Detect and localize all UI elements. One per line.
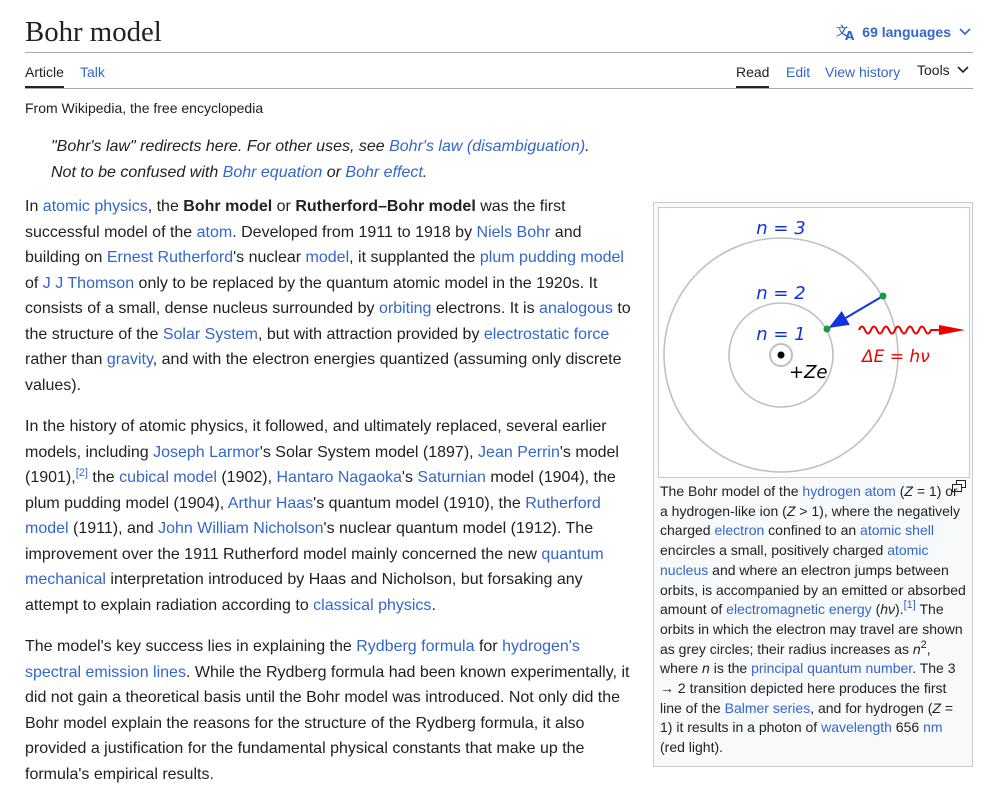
wiki-link[interactable]: Rutherford model [25,494,601,537]
text-run: 's [401,469,418,486]
text-run: and building on [25,223,582,266]
text-run: , but with attraction provided by [258,325,484,343]
text-run: 656 [891,719,924,736]
wiki-link[interactable]: Jean Perrin [478,443,560,461]
hatnote-text: . [585,138,590,155]
photon-arrowhead [939,325,965,335]
text-run: The Bohr model of the [660,483,803,499]
wiki-link[interactable]: Solar System [162,325,258,343]
hatnote-confused [51,162,427,184]
hatnote-text: Not to be confused with [51,164,223,181]
wiki-link[interactable]: analogous [539,300,613,317]
wiki-link[interactable]: J J Thomson [42,274,135,292]
text-run: . The 3 → 2 transition depicted here produces the first line of the [660,660,956,716]
electron-end [824,326,831,333]
paragraph [25,414,635,618]
tools-label: Tools [917,61,950,78]
transition-arrow [832,296,883,326]
article-body [25,194,635,803]
text-run: (red light). [660,739,724,756]
text-run: In the history of atomic physics, it followed, and ultimately replaced, several earlier models, including [25,418,607,461]
language-button[interactable] [836,20,973,44]
electron-start [880,293,887,300]
link-bohrs-law-disambiguation[interactable]: Bohr's law (disambiguation) [389,138,586,155]
text-run: In [25,198,43,215]
text-run: (1911), and [68,520,159,537]
wiki-link[interactable]: classical physics [313,596,432,614]
label-n2: n = 2 [756,283,806,304]
text-run: , it supplanted the [349,249,480,266]
page-title: Bohr model [25,16,162,48]
italic-symbol: Z [786,502,796,519]
paragraph [25,194,635,398]
tab-talk[interactable]: Talk [80,64,105,80]
wiki-link[interactable]: model [305,249,350,266]
italic-symbol: hν [880,601,896,618]
text-run: The orbits in which the electron may travel are shown as grey circles; their radius increases as [660,601,963,657]
wiki-link[interactable]: atomic shell [860,522,934,539]
tab-article[interactable]: Article [25,52,64,88]
hatnote-text: or [322,164,346,181]
text-run: > 1), where the negatively charged [660,502,961,539]
text-run: rather than [25,351,107,368]
tab-edit[interactable]: Edit [786,64,811,80]
tools-menu[interactable] [917,52,970,87]
text-run: or [272,198,296,215]
page-tabs [25,52,973,89]
wiki-link[interactable]: Rydberg formula [356,638,475,655]
wiki-link[interactable]: gravity [106,351,153,368]
title-bar [25,12,973,53]
nucleus-dot [778,352,785,359]
wiki-link[interactable]: plum pudding model [479,249,624,266]
label-nucleus-charge: +Ze [789,362,828,383]
text-run: = 1) or a hydrogen-like ion ( [660,483,958,519]
wiki-link[interactable]: nm [923,719,943,736]
wiki-link[interactable]: cubical model [119,469,217,486]
wiki-link[interactable]: atom [196,223,233,241]
text-run: 's quantum model (1910), the [313,494,526,512]
italic-symbol: Z [932,699,941,716]
svg-text:文: 文 [836,24,849,38]
text-run: 's nuclear quantum model (1912). The improvement over the 1911 Rutherford model mainly concerned the new [25,520,594,563]
wiki-link[interactable]: wavelength [821,719,892,736]
italic-symbol: Z [904,483,913,499]
wiki-link[interactable]: atomic nucleus [660,542,929,578]
svg-text:A: A [845,29,855,41]
figure-box [653,202,973,767]
wiki-link[interactable]: Joseph Larmor [153,443,260,461]
bohr-model-diagram[interactable] [658,207,970,478]
translate-icon [836,23,856,41]
text-run: ( [895,483,905,499]
text-run: 's nuclear [233,249,306,266]
wiki-link[interactable]: quantum mechanical [25,545,604,588]
language-count: 69 languages [862,24,951,40]
text-run: . While the Rydberg formula had been known experimentally, it did not gain a theoretical basis until the Bohr model was introduced. Not only did the Bohr model explain the reasons for the structure of the Rydberg formula, it also provided a justification for the fundamental physical constants that make up the formula's empirical results. [25,663,630,783]
text-run: interpretation introduced by Haas and Nicholson, but forsaking any attempt to explain radiation according to [25,571,583,614]
link-bohr-equation[interactable]: Bohr equation [222,164,323,181]
wiki-link[interactable]: orbiting [378,300,432,317]
text-run: 's model (1901), [25,443,619,486]
text-run: encircles a small, positively charged [660,542,888,559]
text-run: = 1) it results in a photon of [660,699,954,736]
wiki-link[interactable]: Ernest Rutherford [106,249,234,266]
text-run: model (1904), the plum pudding model (1904), [25,469,616,512]
text-run: for [474,638,503,655]
paragraph [25,634,635,787]
hatnote-redirect [51,136,590,158]
label-n3: n = 3 [756,218,806,239]
wiki-link[interactable]: hydrogen's spectral emission lines [25,638,580,681]
text-run: . [431,596,436,614]
wiki-link[interactable]: atomic physics [42,198,148,215]
text-run: to the structure of the [25,300,631,343]
text-run: 's Solar System model (1897), [259,443,479,461]
text-run: and where an electron jumps between orbits, is accompanied by an emitted or absorbed amount of [660,561,966,618]
wiki-link[interactable]: electromagnetic energy [726,601,872,618]
text-run: (1902), [216,469,277,486]
citation-link[interactable]: [1] [903,599,916,612]
text-run: , where [660,640,931,677]
wiki-link[interactable]: Niels Bohr [476,223,551,241]
photon-wave [859,327,939,334]
text-run: . Developed from 1911 to 1918 by [232,223,477,241]
wiki-link[interactable]: Balmer series [724,699,811,716]
hatnote-text: . [422,164,428,181]
chevron-down-icon [956,50,970,90]
bold-term: Rutherford–Bohr model [295,198,476,215]
bold-term: Bohr model [183,198,273,215]
wiki-link[interactable]: Saturnian [417,469,486,486]
wiki-link[interactable]: Arthur Haas [227,494,314,512]
wiki-link[interactable]: Hantaro Nagaoka [276,469,402,486]
text-run: , and for hydrogen ( [810,699,933,716]
text-run: was the first successful model of the [25,198,566,241]
hatnote-text: "Bohr's law" redirects here. For other uses, see [51,138,390,155]
text-run: The model's key success lies in explaining the [25,638,357,655]
tab-view-history[interactable]: View history [825,64,901,80]
figure-caption [660,482,968,758]
italic-symbol: n [702,660,710,677]
italic-symbol: n [912,640,921,657]
chevron-down-icon [957,26,973,38]
tab-read[interactable]: Read [736,52,769,88]
wiki-link[interactable]: electrostatic force [483,325,610,343]
text-run: confined to an [764,522,861,539]
text-run: 2 [920,638,927,651]
wiki-link[interactable]: hydrogen atom [802,483,896,499]
text-run: ( [871,601,881,618]
text-run: , and with the electron energies quantized (assuming only discrete values). [25,351,622,394]
label-photon-energy: ΔE = hν [862,347,930,367]
citation-link[interactable]: [2] [75,467,88,479]
label-n1: n = 1 [756,324,806,345]
link-bohr-effect[interactable]: Bohr effect [345,164,423,181]
text-run: electrons. It is [431,300,540,317]
text-run: only to be replaced by the quantum atomic model in the 1920s. It consists of a small, dense nucleus surrounded by [25,274,598,317]
text-run: of [25,274,43,292]
wiki-link[interactable]: John William Nicholson [158,520,324,537]
text-run: , the [147,198,184,215]
text-run: is the [709,660,752,677]
wiki-link[interactable]: principal quantum number [751,660,913,677]
text-run: ). [895,601,904,618]
wiki-link[interactable]: electron [714,522,765,539]
site-tagline: From Wikipedia, the free encyclopedia [25,100,264,116]
text-run: the [87,469,120,486]
